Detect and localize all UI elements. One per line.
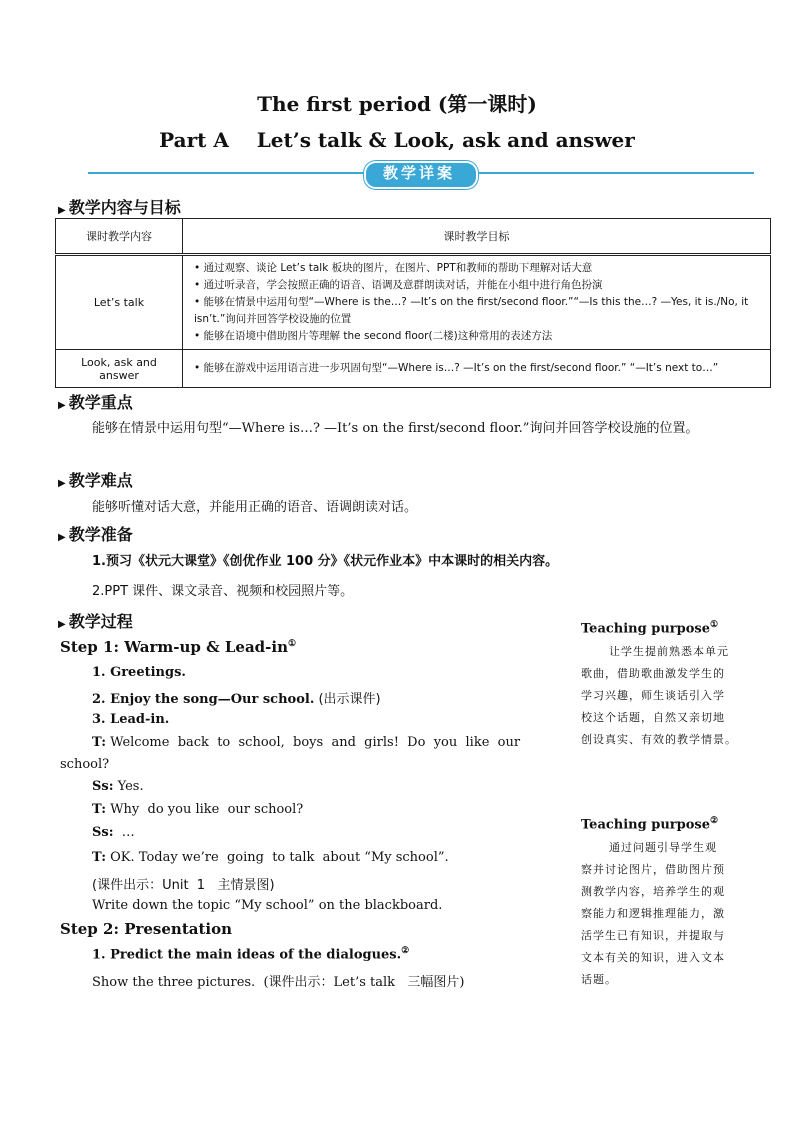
speaker-label: Ss: [92,779,114,794]
table-header-cell: 课时教学内容 [56,219,183,255]
section-key-points [58,390,133,413]
table-cell-goals [183,350,771,388]
section-heading: 教学难点 [68,471,133,490]
purpose-line: 话题。 [581,973,617,986]
footnote-marker: ② [401,946,410,956]
dialogue-line [92,779,144,794]
banner-label: 教学详案 [382,164,455,182]
speaker-label: T: [92,735,107,750]
triangle-bullet-icon: ▶ [58,400,66,411]
purpose-line: 通过问题引导学生观 [609,841,717,854]
goal-item: • 能够在语境中借助图片等理解 the second floor(二楼)这种常用的表述方法 [194,328,769,345]
purpose-line: 创设真实、有效的教学情景。 [581,733,737,746]
section-heading: 教学内容与目标 [68,198,181,217]
process-item-note: (出示课件) [314,692,381,707]
dialogue-text: Why do you like our school? [106,802,304,817]
goal-item: • 能够在游戏中运用语言进一步巩固句型“—Where is…? —It’s on the first/second floor.” “—It’s next to…” [194,360,769,377]
teaching-purpose-heading [581,816,718,832]
goals-table [55,218,771,388]
speaker-label: T: [92,802,107,817]
dialogue-continuation: school? [60,757,110,772]
preparation-item: 2.PPT 课件、课文录音、视频和校园照片等。 [92,584,354,599]
teaching-purpose-text [581,837,753,991]
process-item: 1. Greetings. [92,665,186,680]
table-header-cell: 课时教学目标 [183,219,771,255]
process-item-bold: 2. Enjoy the song—Our school. [92,692,315,707]
purpose-line: 测教学内容，培养学生的观 [581,885,725,898]
triangle-bullet-icon: ▶ [58,478,66,489]
speaker-label: Ss: [92,825,114,840]
triangle-bullet-icon: ▶ [58,619,66,630]
table-cell-content: Let’s talk [56,255,183,350]
dialogue-line [92,850,449,865]
instruction-text: Write down the topic “My school” on the blackboard. [92,898,443,913]
table-cell-goals [183,255,771,350]
speaker-label: T: [92,850,107,865]
table-cell-content: Look, ask and answer [56,350,183,388]
step-heading: Step 2: Presentation [60,920,233,938]
section-content-goals [58,195,181,218]
teaching-purpose-text [581,641,753,751]
difficulties-text: 能够听懂对话大意，并能用正确的语音、语调朗读对话。 [92,500,418,515]
purpose-line: 让学生提前熟悉本单元 [609,645,729,658]
process-item-text: 1. Predict the main ideas of the dialogues. [92,947,402,963]
dialogue-text: Yes. [113,779,144,794]
purpose-line: 文本有关的知识，进入文本 [581,951,725,964]
section-heading: 教学准备 [68,525,133,544]
table-row [56,255,771,350]
section-heading: 教学过程 [68,612,133,631]
purpose-line: 察并讨论图片，借助图片预 [581,863,725,876]
footnote-marker: ① [710,620,719,630]
page-subtitle: Part A Let’s talk & Look, ask and answer [159,128,635,152]
footnote-marker: ① [287,639,297,649]
process-item [92,688,381,707]
footnote-marker: ② [710,816,719,826]
step-title: Step 1: Warm-up & Lead-in [60,638,288,656]
key-points-text: 能够在情景中运用句型“—Where is…? —It’s on the first/second floor.”询问并回答学校设施的位置。 [92,421,699,436]
section-process [58,609,133,632]
dialogue-line [92,735,520,750]
triangle-bullet-icon: ▶ [58,532,66,543]
purpose-line: 活学生已有知识，并提取与 [581,929,725,942]
purpose-line: 校这个话题，自然又亲切地 [581,711,725,724]
dialogue-line [92,825,135,840]
dialogue-text: OK. Today we’re going to talk about “My school”. [106,850,449,865]
goal-item: • 能够在情景中运用句型“—Where is the…? —It’s on the first/second floor.”“—Is this the…? —Yes, it is./No, it isn’t.”询问并回答学校设施的位置 [194,294,769,328]
purpose-line: 学习兴趣，师生谈话引入学 [581,689,725,702]
instruction-text: Show the three pictures. (课件出示：Let’s talk 三幅图片) [92,975,465,990]
process-item [92,946,409,962]
purpose-line: 歌曲，借助歌曲激发学生的 [581,667,725,680]
goal-item: • 通过听录音，学会按照正确的语音、语调及意群朗读对话，并能在小组中进行角色扮演 [194,277,769,294]
teaching-purpose-title: Teaching purpose [581,817,710,833]
dialogue-line [92,802,303,817]
table-row [56,350,771,388]
preparation-item: 1.预习《状元大课堂》《创优作业 100 分》《状元作业本》中本课时的相关内容。 [92,554,559,569]
process-item: 3. Lead-in. [92,712,170,727]
step-heading [60,638,296,656]
goal-item: • 通过观察、谈论 Let’s talk 板块的图片，在图片、PPT和教师的帮助下理解对话大意 [194,260,769,277]
section-preparation [58,522,133,545]
purpose-line: 察能力和逻辑推理能力，激 [581,907,725,920]
dialogue-text: Welcome back to school, boys and girls! Do you like our [106,735,521,750]
dialogue-text: … [113,825,135,840]
page-title: The first period (第一课时) [257,92,537,116]
teaching-purpose-title: Teaching purpose [581,621,710,637]
section-difficulties [58,468,133,491]
teaching-purpose-heading [581,620,718,636]
table-header-row [56,219,771,255]
triangle-bullet-icon: ▶ [58,205,66,216]
courseware-note: (课件出示：Unit 1 主情景图) [92,878,275,893]
section-heading: 教学重点 [68,393,133,412]
